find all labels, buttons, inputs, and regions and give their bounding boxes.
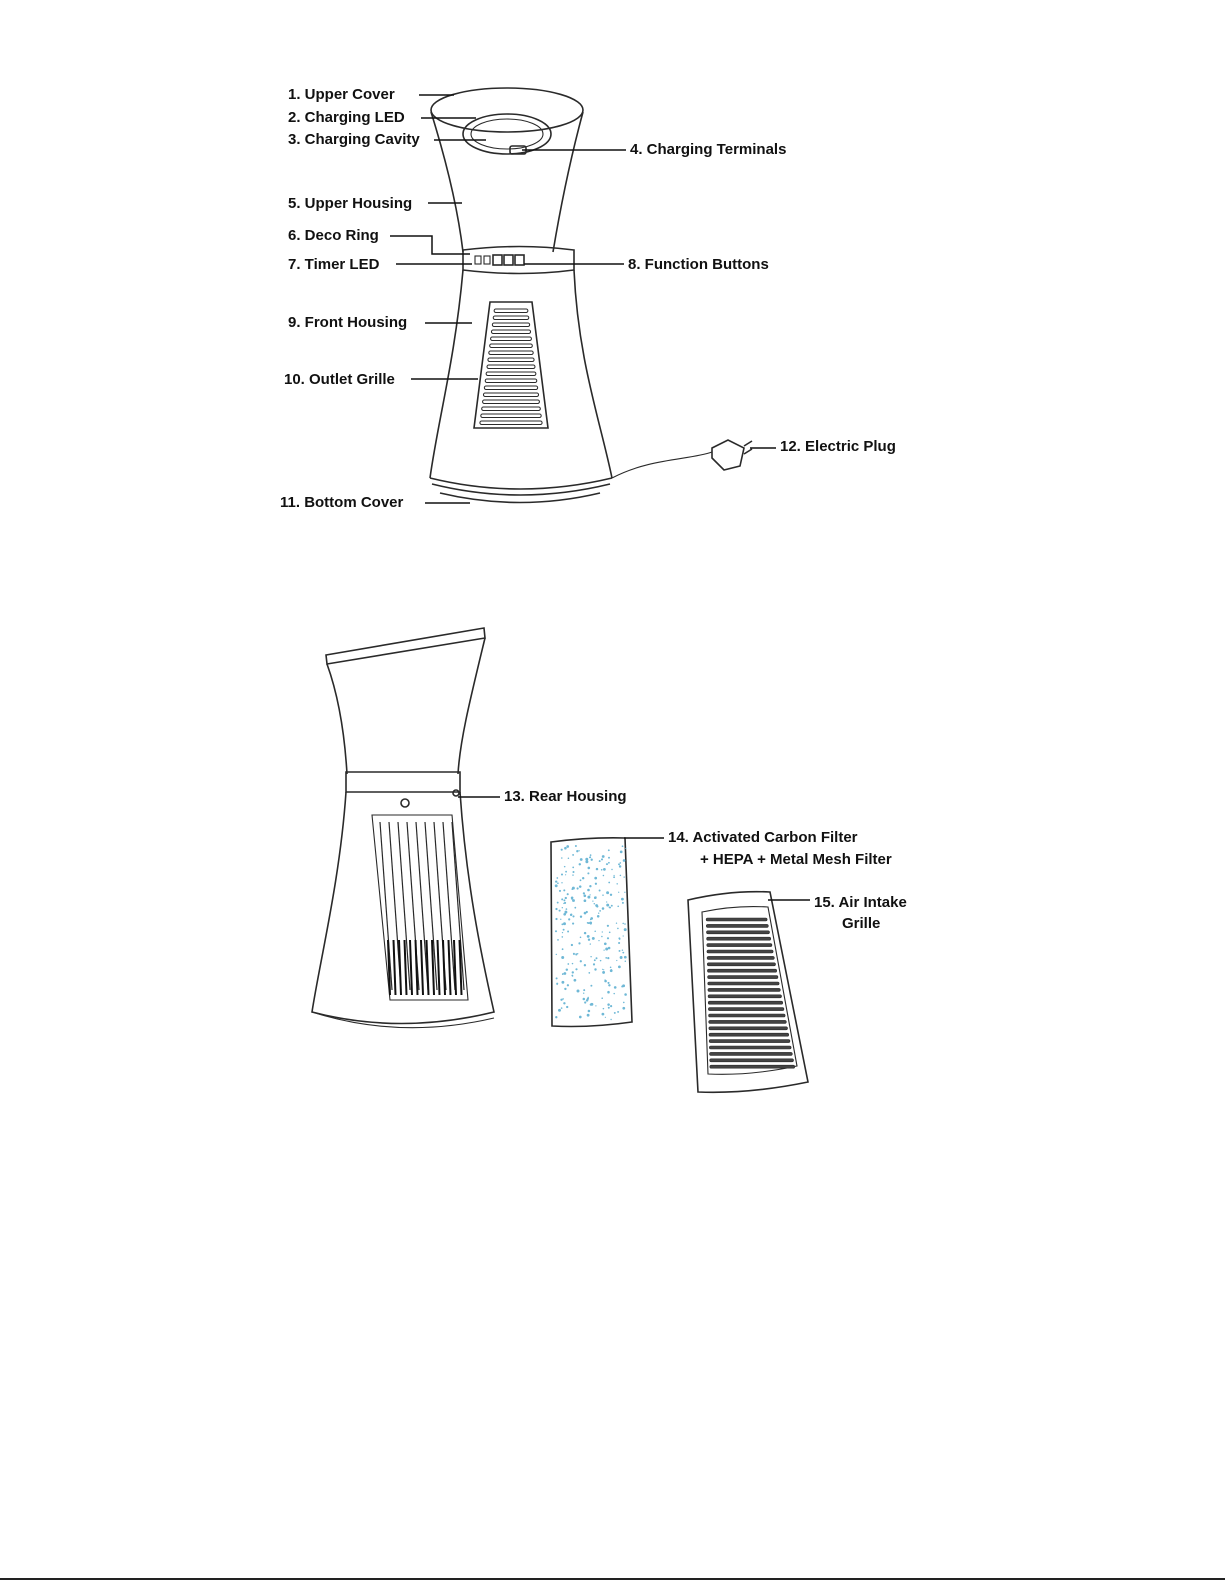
label-air-intake: 15. Air Intake <box>814 894 907 911</box>
rear-upper-housing-shape <box>327 638 485 774</box>
upper-housing-shape <box>431 112 583 252</box>
outlet-grille-slats <box>480 309 542 425</box>
label-electric-plug: 12. Electric Plug <box>780 438 896 455</box>
label-charging-terminals: 4. Charging Terminals <box>630 141 787 158</box>
air-intake-grille-slats <box>706 918 795 1068</box>
label-deco-ring: 6. Deco Ring <box>288 227 379 244</box>
leader-lines-bottom <box>458 797 810 900</box>
label-function-buttons: 8. Function Buttons <box>628 256 769 273</box>
electric-plug-shape <box>712 440 752 470</box>
function-buttons-group <box>475 255 524 265</box>
page-bottom-rule <box>0 1578 1225 1580</box>
label-bottom-cover: 11. Bottom Cover <box>280 494 404 511</box>
label-upper-housing: 5. Upper Housing <box>288 195 413 212</box>
charging-cavity-shape <box>463 114 551 154</box>
deco-ring-shape <box>463 247 574 274</box>
filter-speckles <box>555 845 627 1020</box>
label-upper-cover: 1. Upper Cover <box>288 86 395 103</box>
label-hepa-metal-mesh-filter: + HEPA + Metal Mesh Filter <box>700 851 892 868</box>
label-outlet-grille: 10. Outlet Grille <box>284 371 395 388</box>
electric-cord-shape <box>612 452 712 478</box>
bottom-cover-shape <box>430 478 612 503</box>
label-charging-cavity: 3. Charging Cavity <box>288 131 420 148</box>
label-rear-housing: 13. Rear Housing <box>504 788 627 805</box>
label-charging-led: 2. Charging LED <box>288 109 405 126</box>
label-timer-led: 7. Timer LED <box>288 256 380 273</box>
label-grille: Grille <box>842 915 881 932</box>
inner-fan-blades <box>380 822 464 995</box>
rear-deco-ring-shape <box>346 772 460 792</box>
air-intake-grille-shape <box>688 892 808 1093</box>
label-activated-carbon-filter: 14. Activated Carbon Filter <box>668 829 858 846</box>
rear-upper-cover-shape <box>326 628 485 664</box>
label-front-housing: 9. Front Housing <box>288 314 408 331</box>
